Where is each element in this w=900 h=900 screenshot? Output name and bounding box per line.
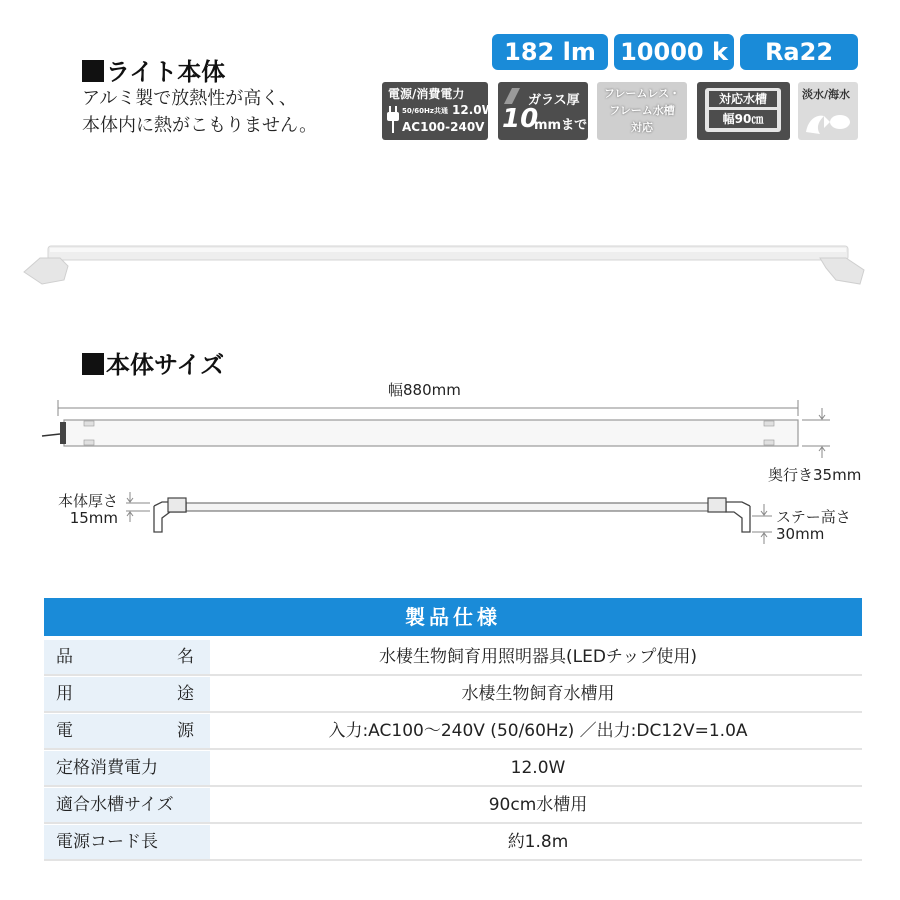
row-divider (44, 674, 862, 676)
row-value: 12.0W (214, 751, 862, 785)
tank-badge-title: 対応水槽 (709, 91, 777, 107)
row-value: 90cm水槽用 (214, 788, 862, 822)
table-row (44, 825, 862, 859)
frame-badge-line1: フレームレス・ (603, 87, 681, 100)
row-label: 品名 (44, 640, 210, 674)
power-badge-watt: 12.0W (452, 103, 495, 117)
depth-label: 奥行き35mm (768, 466, 862, 484)
power-badge-title: 電源/消費電力 (388, 87, 465, 101)
stay-label-value: 30mm (776, 525, 825, 543)
glass-badge-number: 10 (502, 104, 539, 134)
ra-pill: Ra22 (740, 34, 858, 70)
thickness-label (40, 493, 118, 527)
row-label: 適合水槽サイズ (44, 788, 210, 822)
glass-icon (502, 86, 522, 106)
table-row (44, 677, 862, 711)
power-badge (382, 82, 495, 140)
tank-badge-size: 幅90㎝ (709, 110, 777, 128)
heading-square-icon (82, 60, 104, 82)
heading-square-icon (82, 353, 104, 375)
table-row (44, 640, 862, 674)
light-body-heading: ライト本体 (82, 52, 225, 87)
frame-badge-line3: 対応 (631, 121, 653, 134)
glass-badge-unit: mmまで (534, 118, 588, 133)
lumen-pill: 182 lm (492, 34, 608, 70)
row-value: 水棲生物飼育水槽用 (214, 677, 862, 711)
stay-height-label (776, 509, 851, 543)
row-divider (44, 748, 862, 750)
row-label: 電源 (44, 714, 210, 748)
spec-table-title: 製品仕様 (44, 598, 862, 636)
water-badge-title: 淡水/海水 (802, 88, 851, 101)
glass-badge-title: ガラス厚 (528, 93, 580, 108)
water-type-badge (798, 82, 858, 140)
row-divider (44, 711, 862, 713)
row-divider (44, 785, 862, 787)
power-badge-hz: 50/60Hz共通 (402, 107, 448, 115)
row-label: 用途 (44, 677, 210, 711)
table-row (44, 788, 862, 822)
row-label: 定格消費電力 (44, 751, 210, 785)
frame-badge (597, 82, 687, 140)
tank-size-badge (697, 82, 790, 140)
glass-thickness-badge (498, 82, 588, 140)
thickness-label-value: 15mm (69, 509, 118, 527)
row-divider (44, 822, 862, 824)
dimension-diagram (30, 390, 880, 560)
row-value: 入力:AC100〜240V (50/60Hz) ／出力:DC12V=1.0A (214, 714, 862, 748)
light-bar-image (20, 236, 882, 298)
fish-icon (802, 104, 854, 136)
light-body-description (82, 85, 317, 139)
row-label: 電源コード長 (44, 825, 210, 859)
plug-icon (386, 104, 400, 134)
frame-badge-line2: フレーム水槽 (609, 104, 675, 117)
table-row (44, 714, 862, 748)
description-line-1: アルミ製で放熱性が高く、 (82, 88, 297, 109)
power-badge-range: AC100-240V (402, 120, 485, 134)
thickness-label-title: 本体厚さ (57, 492, 118, 510)
stay-label-title: ステー高さ (776, 508, 851, 526)
width-label: 幅880mm (388, 381, 461, 399)
row-value: 水棲生物飼育用照明器具(LEDチップ使用) (214, 640, 862, 674)
row-divider (44, 859, 862, 861)
table-row (44, 751, 862, 785)
description-line-2: 本体内に熱がこもりません。 (82, 115, 318, 136)
row-value: 約1.8m (214, 825, 862, 859)
size-heading: 本体サイズ (82, 345, 224, 380)
color-temp-pill: 10000 k (614, 34, 734, 70)
